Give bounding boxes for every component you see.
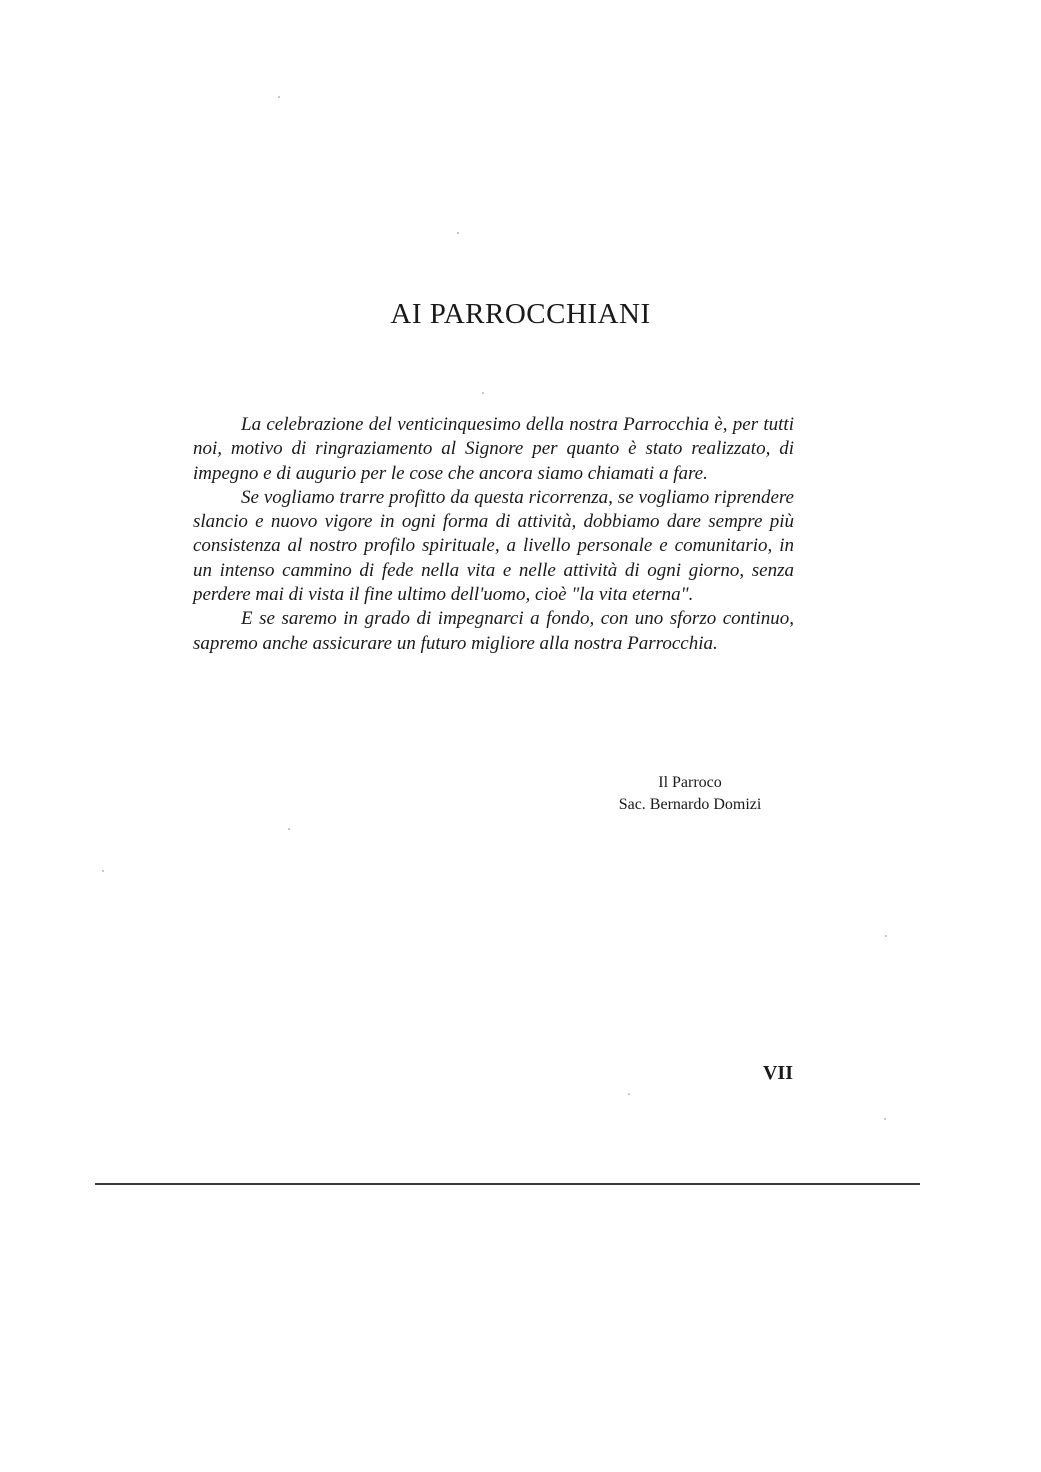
scan-speck [628, 1093, 630, 1095]
page-number: VII [762, 1062, 793, 1084]
scan-speck [482, 392, 484, 394]
signature-block [590, 772, 790, 816]
paragraph: La celebrazione del venticinquesimo della nostra Parrocchia è, per tutti noi, motivo di ringraziamento al Signore per quanto è stato realizzato, di impegno e di augurio per le cose che ancora siamo chiamati a fare. [193, 414, 794, 484]
scan-speck [457, 232, 459, 234]
letter-body [193, 413, 794, 656]
scan-speck [884, 1118, 886, 1120]
signature-role: Il Parroco [658, 774, 722, 791]
scan-speck [885, 935, 887, 937]
bottom-rule [95, 1183, 920, 1185]
scan-speck [278, 96, 280, 98]
scan-speck [288, 828, 290, 830]
page-title: AI PARROCCHIANI [390, 298, 651, 330]
paragraph: Se vogliamo trarre profitto da questa ricorrenza, se vogliamo riprendere slancio e nuovo vigore in ogni forma di attività, dobbiamo dare sempre più consistenza al nostro profilo spirituale, a livello personale e comunitario, in un intenso cammino di fede nella vita e nelle attività di ogni giorno, senza perdere mai di vista il fine ultimo dell'uomo, cioè "la vita eterna". [193, 486, 794, 606]
scan-speck [102, 870, 104, 872]
signature-name: Sac. Bernardo Domizi [618, 796, 762, 813]
paragraph: E se saremo in grado di impegnarci a fondo, con uno sforzo continuo, sapremo anche assicurare un futuro migliore alla nostra Parrocchia. [193, 608, 794, 654]
